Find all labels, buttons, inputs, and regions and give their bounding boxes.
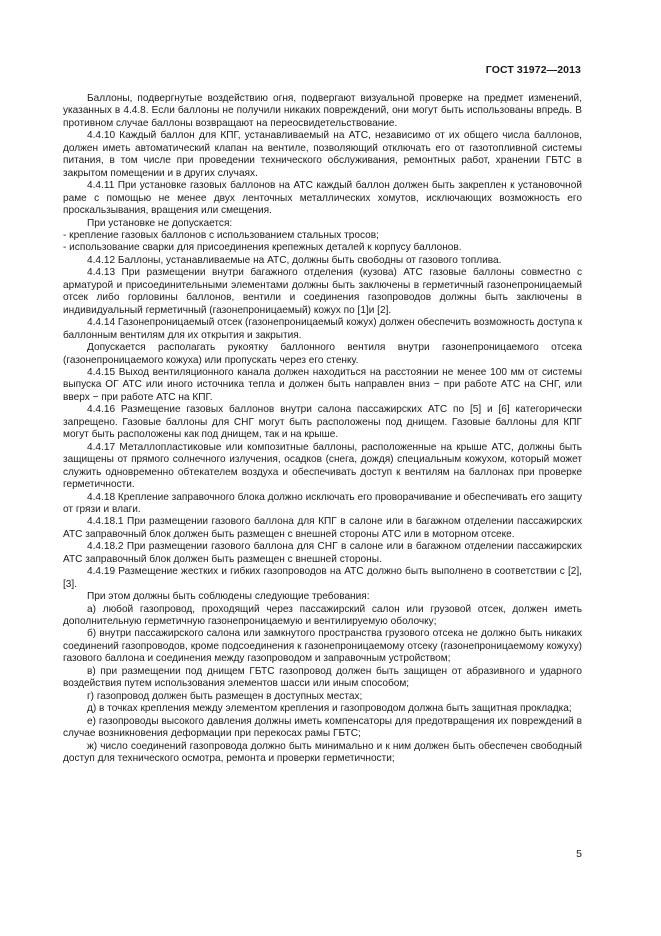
list-item: - использование сварки для присоединения крепежных деталей к корпусу баллонов. bbox=[63, 242, 462, 254]
paragraph: 4.4.11 При установке газовых баллонов на АТС каждый баллон должен быть закреплен к установочной раме с помощью не менее двух ленточных металлических хомутов, исключающих возможность его проскальзывания, вращения или смещения. bbox=[63, 180, 582, 217]
paragraph: 4.4.18.1 При размещении газового баллона для КПГ в салоне или в багажном отделении пассажирских АТС заправочный блок должен быть размещен с внешней стороны АТС или в моторном отсеке. bbox=[63, 516, 582, 540]
paragraph: 4.4.19 Размещение жестких и гибких газопроводов на АТС должно быть выполнено в соответствии с [2], [3]. bbox=[63, 566, 582, 590]
list-item: - крепление газовых баллонов с использованием стальных тросов; bbox=[63, 229, 379, 241]
paragraph: 4.4.15 Выход вентиляционного канала должен находиться на расстоянии не менее 100 мм от системы выпуска ОГ АТС или иного источника тепла и должен быть направлен вниз − при работе АТС на СНГ, или вверх − при работе АТС на КПГ. bbox=[63, 366, 582, 403]
paragraph: 4.4.18.2 При размещении газового баллона для СНГ в салоне или в багажном отделении пассажирских АТС заправочный блок должен быть размещен с внешней стороны. bbox=[63, 541, 582, 565]
document-code: ГОСТ 31972—2013 bbox=[485, 64, 581, 76]
paragraph: При этом должны быть соблюдены следующие требования: bbox=[87, 591, 370, 603]
page-number: 5 bbox=[576, 848, 582, 860]
list-item: ж) число соединений газопровода должно быть минимально и к ним должен быть обеспечен свободный доступ для технического осмотра, ремонта и проверки герметичности; bbox=[63, 740, 582, 765]
list-item: б) внутри пассажирского салона или замкнутого пространства грузового отсека не должно быть никаких соединений газопроводов, кроме подсоединения к газонепроницаемому отсеку (газонепроницаемому кожуху) газового баллона и соединения между газопроводом и заправочным устройством; bbox=[63, 628, 582, 665]
paragraph: При установке не допускается: bbox=[87, 217, 233, 229]
paragraph: 4.4.13 При размещении внутри багажного отделения (кузова) АТС газовые баллоны совместно с арматурой и присоединительными элементами должны быть заключены в герметичный газонепроницаемый отсек либо горловины баллонов, вентили и соединения газопроводов должны быть заключены в индивидуальный герметичный (газонепроницаемый) кожух по [1]и [2]. bbox=[63, 267, 582, 316]
document-body bbox=[63, 93, 582, 765]
paragraph: 4.4.12 Баллоны, устанавливаемые на АТС, должны быть свободны от газового топлива. bbox=[87, 254, 502, 266]
list-item: в) при размещении под днищем ГБТС газопровод должен быть защищен от абразивного и ударного воздействия путем использования элементов шасси или иным способом; bbox=[63, 665, 582, 690]
paragraph: Баллоны, подвергнутые воздействию огня, подвергают визуальной проверке на предмет изменений, указанных в 4.4.8. Если баллоны не получили никаких повреждений, они могут быть использованы впредь. В противном случае баллоны возвращают на переосвидетельствование. bbox=[63, 93, 582, 129]
paragraph: 4.4.17 Металлопластиковые или композитные баллоны, расположенные на крыше АТС, должны быть защищены от прямого солнечного излучения, осадков (снега, дождя) специальным кожухом, который может служить одновременно обтекателем воздуха и обеспечивать доступ к вентилям на баллонах при проверке герметичности. bbox=[63, 441, 582, 491]
paragraph: 4.4.16 Размещение газовых баллонов внутри салона пассажирских АТС по [5] и [6] категорически запрещено. Газовые баллоны для СНГ могут быть расположены под днищем. Газовые баллоны для КПГ могут быть расположены как под днищем, так и на крыше. bbox=[63, 404, 582, 441]
paragraph: 4.4.14 Газонепроницаемый отсек (газонепроницаемый кожух) должен обеспечить возможность доступа к баллонным вентилям для их открытия и закрытия. bbox=[63, 317, 582, 341]
list-item: е) газопроводы высокого давления должны иметь компенсаторы для предотвращения их повреждений в случае возникновения деформации при перекосах рамы ГБТС; bbox=[63, 715, 582, 740]
list-item: г) газопровод должен быть размещен в доступных местах; bbox=[87, 690, 363, 702]
list-item: а) любой газопровод, проходящий через пассажирский салон или грузовой отсек, должен иметь дополнительную герметичную газонепроницаемую и вентилируемую оболочку; bbox=[63, 603, 582, 628]
paragraph: Допускается располагать рукоятку баллонного вентиля внутри газонепроницаемого отсека (газонепроницаемого кожуха) или пропускать через его стенку. bbox=[63, 342, 582, 366]
paragraph: 4.4.10 Каждый баллон для КПГ, устанавливаемый на АТС, независимо от их общего числа баллонов, должен иметь автоматический клапан на вентиле, позволяющий отключать его от газотопливной системы питания, в том числе при проведении технического обслуживания, ремонтных работ, хранении ГБТС в закрытом помещении и в других случаях. bbox=[63, 130, 582, 179]
paragraph: 4.4.18 Крепление заправочного блока должно исключать его проворачивание и обеспечивать его защиту от грязи и влаги. bbox=[63, 491, 582, 515]
list-item: д) в точках крепления между элементом крепления и газопроводом должна быть защитная прокладка; bbox=[87, 703, 572, 715]
